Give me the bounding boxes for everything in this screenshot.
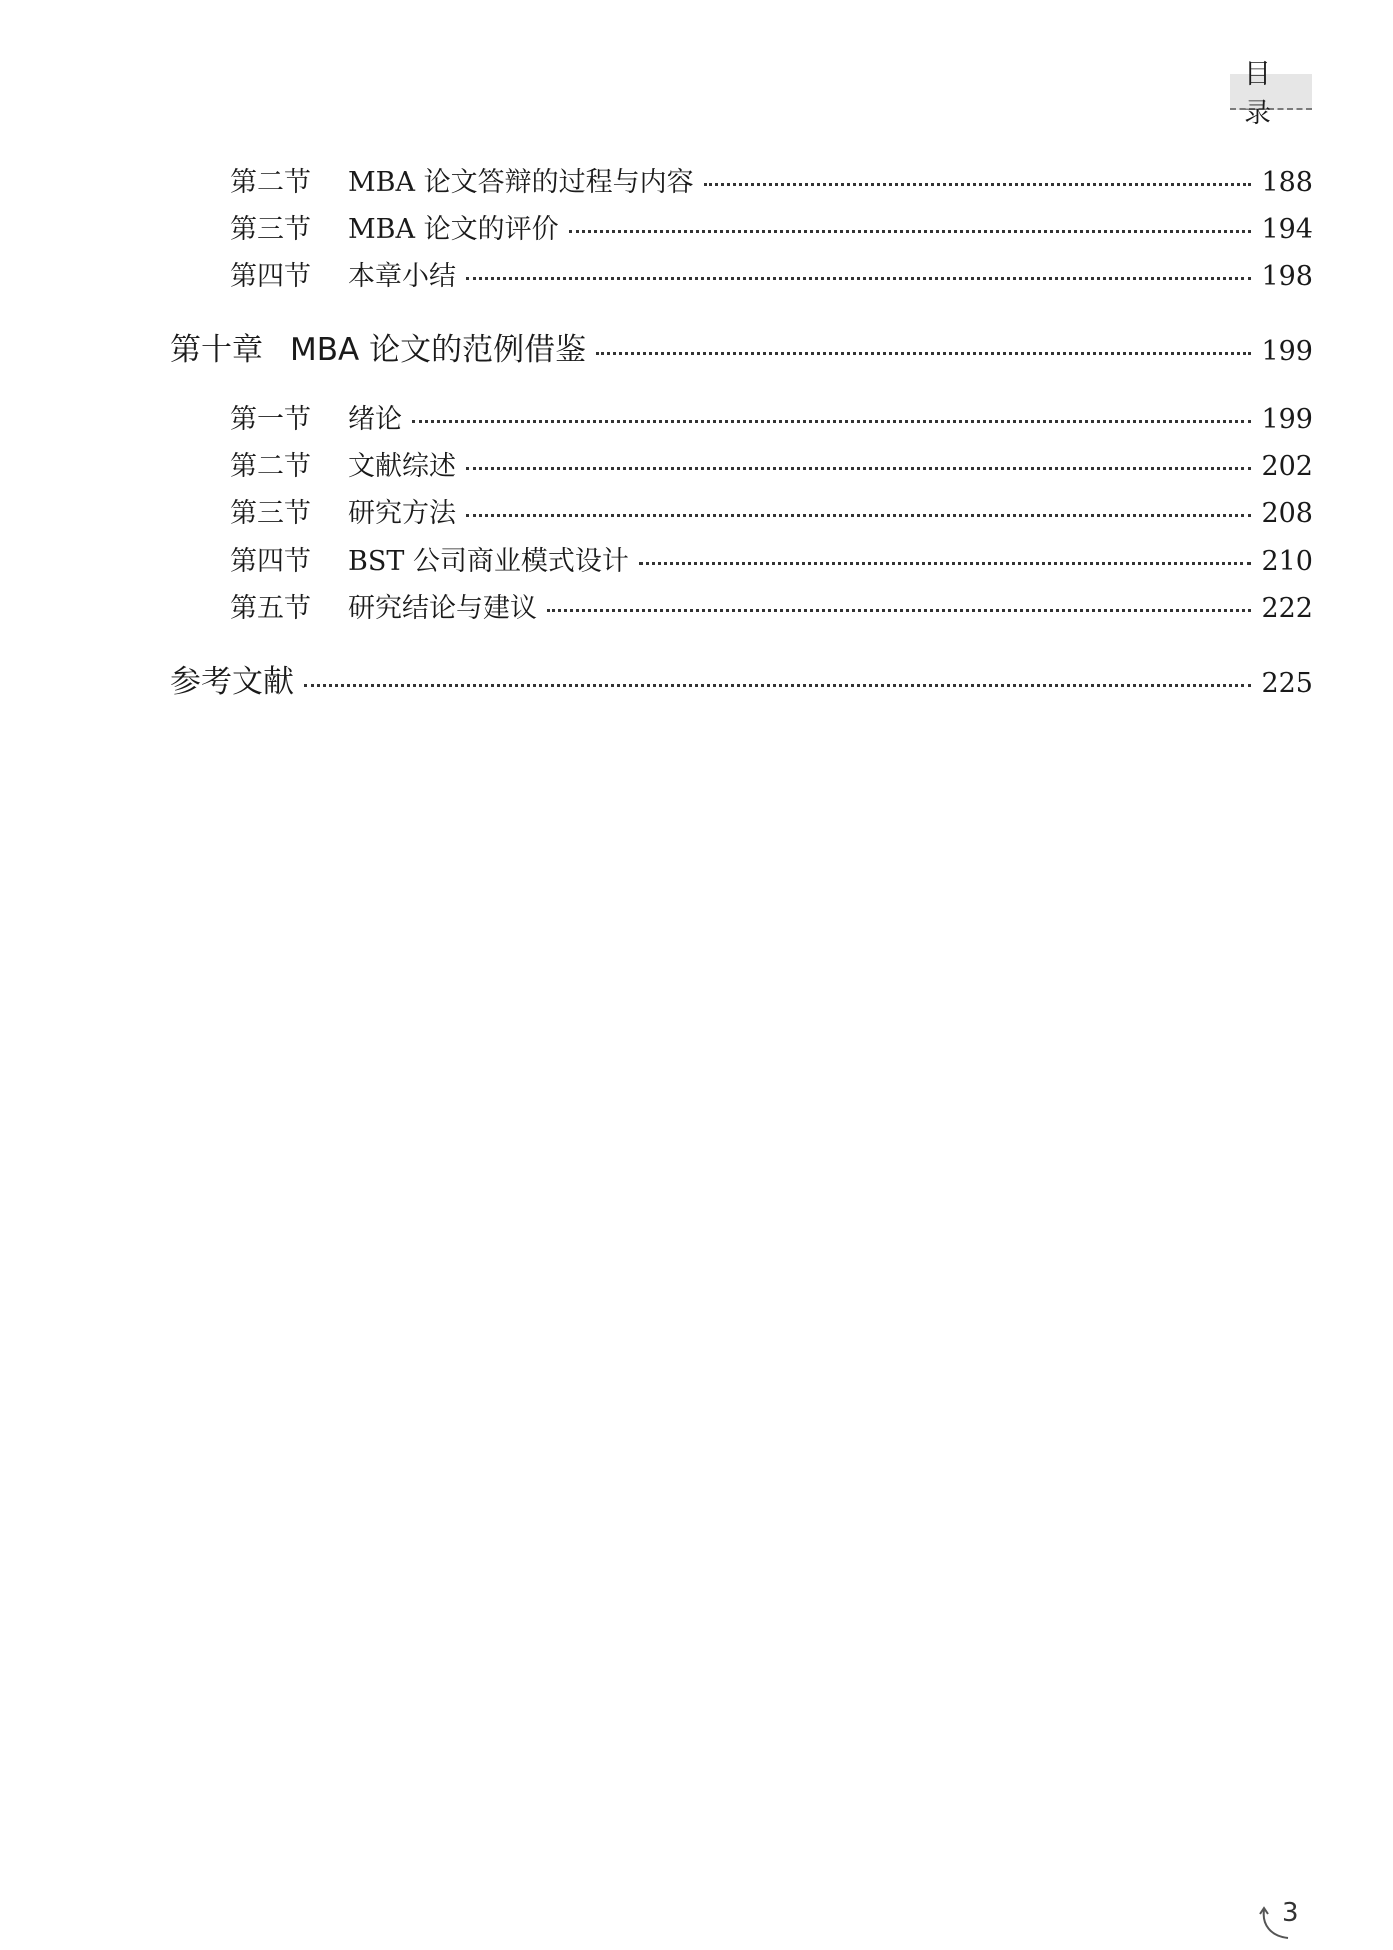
toc-entry-title: BST 公司商业模式设计 [348, 546, 629, 577]
toc-entry-title: 本章小结 [348, 261, 456, 292]
toc-chapter-entry[interactable] [170, 324, 1313, 369]
toc-entry-title: 文献综述 [348, 451, 456, 482]
dot-leader [639, 562, 1252, 565]
toc-entry[interactable] [230, 397, 1313, 436]
toc-entry[interactable] [230, 444, 1313, 483]
toc-entry-page: 222 [1261, 593, 1313, 624]
toc-entry-title: MBA 论文的评价 [348, 214, 559, 245]
toc-entry-label: 第四节 [230, 546, 311, 577]
toc-entry-label: 第二节 [230, 451, 311, 482]
dot-leader [304, 684, 1251, 687]
toc-chapter-title: MBA 论文的范例借鉴 [290, 332, 587, 368]
toc-entry-page: 199 [1261, 404, 1313, 435]
toc-entry-page: 208 [1261, 498, 1313, 529]
dot-leader [466, 277, 1251, 280]
toc-entry-title: 绪论 [348, 404, 402, 435]
toc-entry-title: 研究方法 [348, 498, 456, 529]
page-number [1258, 1898, 1338, 1942]
dot-leader [547, 609, 1251, 612]
toc-entry-title: 研究结论与建议 [348, 593, 537, 624]
toc-references-title: 参考文献 [170, 664, 294, 700]
toc-entry-page: 188 [1261, 167, 1313, 198]
toc-entry-page: 198 [1261, 261, 1313, 292]
toc-entry-label: 第五节 [230, 593, 311, 624]
toc-entry-label: 第四节 [230, 261, 311, 292]
toc-entry[interactable] [230, 160, 1313, 199]
toc-chapter-page: 199 [1261, 336, 1313, 367]
toc-entry-title: MBA 论文答辩的过程与内容 [348, 167, 694, 198]
toc-entry[interactable] [230, 586, 1313, 625]
dot-leader [412, 420, 1251, 423]
toc-entry-label: 第三节 [230, 214, 311, 245]
page-number-value: 3 [1282, 1898, 1299, 1928]
dot-leader [466, 514, 1251, 517]
running-header-title: 目 录 [1244, 59, 1285, 129]
dot-leader [704, 183, 1252, 186]
toc-entry[interactable] [230, 254, 1313, 293]
toc-entry-page: 202 [1261, 451, 1313, 482]
running-header [1230, 59, 1312, 129]
toc-entry[interactable] [230, 539, 1313, 578]
toc-entry-page: 210 [1261, 546, 1313, 577]
dot-leader [466, 467, 1251, 470]
toc-entry-page: 194 [1261, 214, 1313, 245]
toc-references-entry[interactable] [170, 656, 1313, 701]
dot-leader [569, 230, 1252, 233]
dot-leader [596, 352, 1251, 355]
toc-entry[interactable] [230, 491, 1313, 530]
toc-entry-label: 第三节 [230, 498, 311, 529]
toc-entry-label: 第一节 [230, 404, 311, 435]
toc-chapter-label: 第十章 [170, 332, 263, 368]
toc-entry-label: 第二节 [230, 167, 311, 198]
toc-entry[interactable] [230, 207, 1313, 246]
toc-references-page: 225 [1261, 668, 1313, 699]
